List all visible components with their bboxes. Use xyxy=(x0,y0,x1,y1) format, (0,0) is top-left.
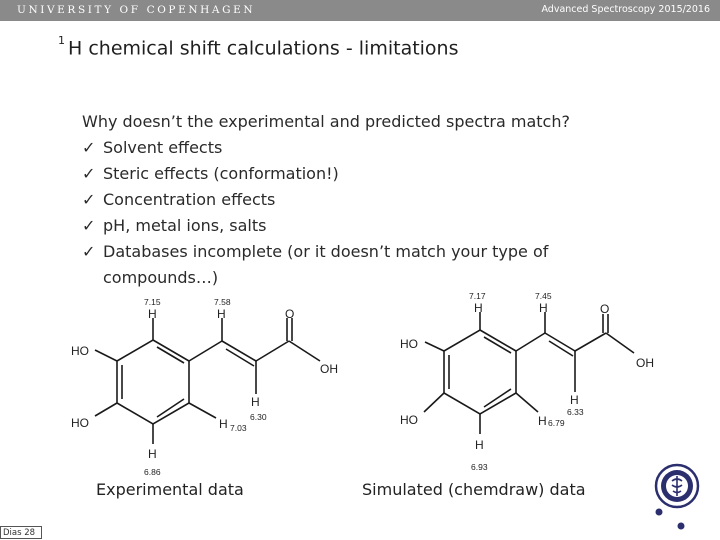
title-text: H chemical shift calculations - limitations xyxy=(68,37,459,60)
oh-label: OH xyxy=(320,362,338,376)
oh-label: OH xyxy=(636,356,654,370)
h-atom: H xyxy=(148,447,157,461)
simulated-caption: Simulated (chemdraw) data xyxy=(362,480,586,499)
reason-text: pH, metal ions, salts xyxy=(103,216,267,235)
h-atom: H xyxy=(539,301,548,315)
shift-value: 6.30 xyxy=(250,412,267,422)
slide-number: Dias 28 xyxy=(3,528,36,538)
reason-text: Concentration effects xyxy=(103,190,276,209)
university-name: UNIVERSITY OF COPENHAGEN xyxy=(17,4,256,16)
course-label: Advanced Spectroscopy 2015/2016 xyxy=(541,4,710,15)
ho-label: HO xyxy=(400,337,418,351)
h-atom: H xyxy=(251,395,260,409)
check-icon: ✓ xyxy=(82,164,96,183)
o-label: O xyxy=(285,307,295,321)
shift-value: 6.93 xyxy=(471,462,488,472)
h-atom: H xyxy=(217,307,226,321)
o-label: O xyxy=(600,302,610,316)
check-icon: ✓ xyxy=(82,242,96,261)
shift-value: 6.79 xyxy=(548,418,565,428)
ho-label: HO xyxy=(71,344,89,358)
shift-value: 6.86 xyxy=(144,467,161,477)
experimental-caption: Experimental data xyxy=(96,480,244,499)
shift-value: 7.45 xyxy=(535,291,552,301)
h-atom: H xyxy=(570,393,579,407)
h-atom: H xyxy=(219,417,228,431)
shift-value: 7.17 xyxy=(469,291,486,301)
check-icon: ✓ xyxy=(82,190,96,209)
shift-value: 7.03 xyxy=(230,423,247,433)
reason-text: Solvent effects xyxy=(103,138,223,157)
reason-text: Steric effects (conformation!) xyxy=(103,164,339,183)
reason-text: Databases incomplete (or it doesn’t match your type of compounds…) xyxy=(103,242,549,287)
shift-value: 6.33 xyxy=(567,407,584,417)
title-superscript: 1 xyxy=(58,34,65,47)
question-text: Why doesn’t the experimental and predicted spectra match? xyxy=(82,112,570,131)
h-atom: H xyxy=(148,307,157,321)
h-atom: H xyxy=(474,301,483,315)
check-icon: ✓ xyxy=(82,138,96,157)
h-atom: H xyxy=(538,414,547,428)
shift-value: 7.58 xyxy=(214,297,231,307)
shift-value: 7.15 xyxy=(144,297,161,307)
h-atom: H xyxy=(475,438,484,452)
check-icon: ✓ xyxy=(82,216,96,235)
ho-label: HO xyxy=(71,416,89,430)
ho-label: HO xyxy=(400,413,418,427)
